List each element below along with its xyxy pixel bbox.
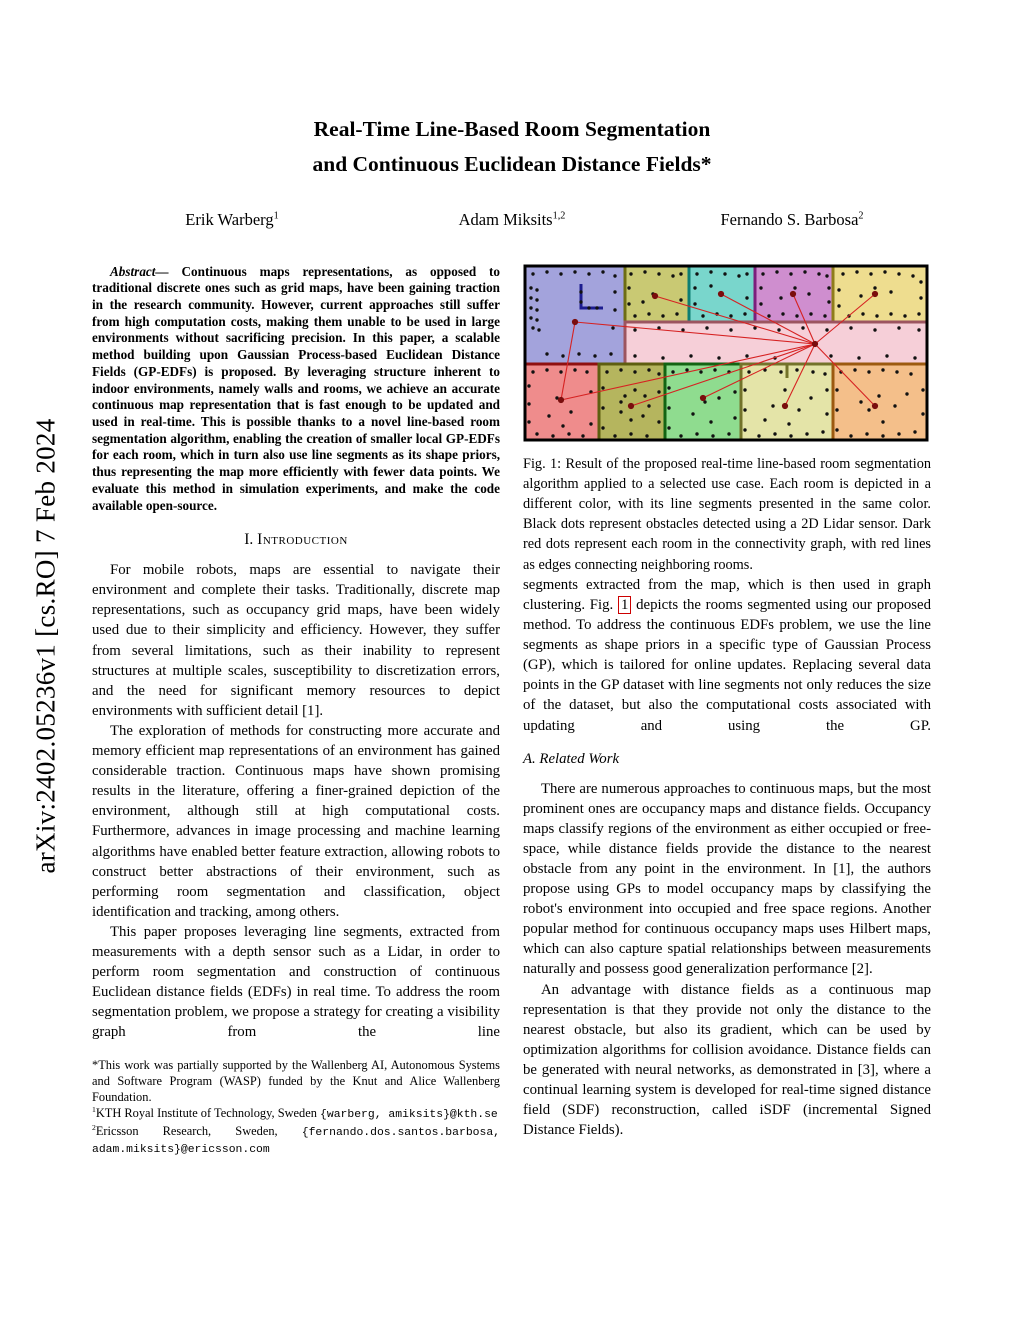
- obstacle-dot: [897, 326, 900, 329]
- obstacle-dot: [605, 370, 608, 373]
- room-node: [718, 291, 724, 297]
- obstacle-dot: [689, 354, 692, 357]
- obstacle-dot: [693, 286, 696, 289]
- obstacle-dot: [629, 418, 632, 421]
- footnote-affiliation-2: [92, 1124, 500, 1160]
- obstacle-dot: [587, 306, 590, 309]
- obstacle-dot: [643, 394, 646, 397]
- obstacle-dot: [837, 304, 840, 307]
- obstacle-dot: [561, 354, 564, 357]
- obstacle-dot: [853, 368, 856, 371]
- obstacle-dot: [611, 326, 614, 329]
- obstacle-dot: [777, 328, 780, 331]
- obstacle-dot: [559, 370, 562, 373]
- obstacle-dot: [883, 270, 886, 273]
- obstacle-dot: [661, 314, 664, 317]
- subsection-heading-related-work: A. Related Work: [523, 750, 620, 767]
- section-heading-introduction: [92, 531, 500, 549]
- footnote-thanks-text: This work was partially supported by the Wallenberg AI, Autonomous Systems and Software Program (WASP) funded by the Knut and Alice Wallenberg Foundation.: [92, 1058, 500, 1105]
- room-olive-bottom: [599, 364, 665, 440]
- obstacle-dot: [773, 432, 776, 435]
- obstacle-dot: [641, 414, 644, 417]
- author-2-name: Adam Miksits: [458, 209, 553, 229]
- obstacle-dot: [881, 368, 884, 371]
- obstacle-dot: [633, 314, 636, 317]
- obstacle-dot: [733, 416, 736, 419]
- obstacle-dot: [657, 420, 660, 423]
- room-node: [812, 341, 818, 347]
- room-node: [628, 403, 634, 409]
- obstacle-dot: [573, 368, 576, 371]
- obstacle-dot: [801, 326, 804, 329]
- obstacle-dot: [835, 388, 838, 391]
- obstacle-dot: [867, 370, 870, 373]
- footnote-2-text: Ericsson Research, Sweden,: [95, 1123, 302, 1138]
- obstacle-dot: [821, 430, 824, 433]
- obstacle-dot: [685, 368, 688, 371]
- body-paragraph-4: [523, 575, 931, 736]
- obstacle-dot: [859, 400, 862, 403]
- obstacle-dot: [709, 284, 712, 287]
- obstacle-dot: [745, 296, 748, 299]
- obstacle-dot: [679, 298, 682, 301]
- obstacle-dot: [609, 352, 612, 355]
- room-node: [700, 395, 706, 401]
- obstacle-dot: [529, 296, 532, 299]
- obstacle-dot: [535, 308, 538, 311]
- obstacle-dot: [529, 306, 532, 309]
- obstacle-dot: [781, 312, 784, 315]
- obstacle-dot: [531, 370, 534, 373]
- obstacle-dot: [613, 274, 616, 277]
- obstacle-dot: [763, 418, 766, 421]
- obstacle-dot: [921, 412, 924, 415]
- obstacle-dot: [743, 428, 746, 431]
- abstract-paragraph: [92, 264, 500, 515]
- obstacle-dot: [809, 312, 812, 315]
- footnote-thanks: [92, 1058, 500, 1105]
- footnote-thanks-marker: *: [92, 1058, 99, 1073]
- room-node: [790, 291, 796, 297]
- obstacle-dot: [709, 420, 712, 423]
- obstacle-dot: [743, 312, 746, 315]
- obstacle-dot: [919, 280, 922, 283]
- obstacle-dot: [705, 326, 708, 329]
- floorplan-svg: [523, 264, 931, 444]
- obstacle-dot: [633, 370, 636, 373]
- obstacle-dot: [613, 290, 616, 293]
- obstacle-dot: [691, 412, 694, 415]
- author-3: [652, 210, 932, 230]
- obstacle-dot: [589, 422, 592, 425]
- obstacle-dot: [729, 328, 732, 331]
- related-work-paragraph-1: There are numerous approaches to continuous maps, but the most prominent ones are occupancy maps and distance fields. Occupancy maps classify regions of the environment as either occupied or free-space, while distance fields provide the distance to the nearest obstacle from any point in the environment. In [1], the authors propose using GPs to model occupancy maps by classifying the robot's environment into occupied and free space regions. Another popular method for continuous occupancy maps uses Hilbert maps, which can also capture spatial relationships between measurements naturally and possess good generalization performance [2].: [523, 780, 931, 978]
- figure-1-caption: [523, 454, 931, 575]
- paper-title: [92, 112, 932, 182]
- obstacle-dot: [767, 314, 770, 317]
- obstacle-dot: [595, 306, 598, 309]
- obstacle-dot: [795, 368, 798, 371]
- obstacle-dot: [527, 384, 530, 387]
- footnote-1-sup: 1: [92, 1104, 96, 1114]
- obstacle-dot: [911, 274, 914, 277]
- obstacle-dot: [809, 396, 812, 399]
- section-title: Introduction: [257, 531, 348, 549]
- obstacle-dot: [657, 272, 660, 275]
- obstacle-dot: [647, 368, 650, 371]
- obstacle-dot: [825, 412, 828, 415]
- obstacle-dot: [527, 420, 530, 423]
- obstacle-dot: [569, 410, 572, 413]
- obstacle-dot: [551, 434, 554, 437]
- obstacle-dot: [613, 434, 616, 437]
- title-line-2: and Continuous Euclidean Distance Fields*: [312, 151, 712, 176]
- footnote-1-text: KTH Royal Institute of Technology, Sweden: [95, 1105, 321, 1120]
- obstacle-dot: [619, 400, 622, 403]
- obstacle-dot: [623, 394, 626, 397]
- obstacle-dot: [849, 326, 852, 329]
- obstacle-dot: [619, 368, 622, 371]
- paper-content: [92, 112, 932, 1159]
- obstacle-dot: [671, 370, 674, 373]
- obstacle-dot: [893, 404, 896, 407]
- footnote-affiliation-1: [92, 1106, 500, 1124]
- obstacle-dot: [573, 270, 576, 273]
- obstacle-dot: [633, 354, 636, 357]
- obstacle-dot: [917, 328, 920, 331]
- obstacle-dot: [823, 314, 826, 317]
- p4-text-after: depicts the rooms segmented using our proposed method. To address the continuous EDFs problem, we use the line segments as shape priors in a specific type of Gaussian Process (GP), which is tailored for online updates. Replacing several data points in the GP dataset with line segments not only reduces the size of the dataset, but also the computational costs associated with updating and using the GP.: [523, 596, 931, 734]
- obstacle-dot: [811, 370, 814, 373]
- obstacle-dot: [537, 328, 540, 331]
- obstacle-dot: [921, 388, 924, 391]
- obstacle-dot: [837, 288, 840, 291]
- obstacle-dot: [641, 300, 644, 303]
- p4-text-before: segments extracted from the map, which is then used in graph clustering. Fig.: [523, 576, 931, 613]
- obstacle-dot: [601, 270, 604, 273]
- obstacle-dot: [587, 272, 590, 275]
- obstacle-dot: [793, 286, 796, 289]
- obstacle-dot: [531, 326, 534, 329]
- footnote-2-sup: 2: [92, 1122, 96, 1132]
- obstacle-dot: [633, 328, 636, 331]
- author-2: [372, 210, 652, 230]
- obstacle-dot: [787, 422, 790, 425]
- author-1: [92, 210, 372, 230]
- obstacle-dot: [657, 372, 660, 375]
- figure-caption-text: Result of the proposed real-time line-based room segmentation algorithm applied to a selected use case. Each room is depicted in a different color, with its line segments presented in the same color. Black dots represent obstacles detected using a 2D Lidar sensor. Dark red dots represent each room in the connectivity graph, with red lines as edges connecting neighboring rooms.: [523, 455, 932, 573]
- obstacle-dot: [733, 390, 736, 393]
- obstacle-dot: [601, 406, 604, 409]
- figure-1: [523, 264, 931, 575]
- obstacle-dot: [531, 272, 534, 275]
- obstacle-dot: [699, 370, 702, 373]
- obstacle-dot: [693, 302, 696, 305]
- obstacle-dot: [679, 434, 682, 437]
- obstacle-dot: [823, 372, 826, 375]
- obstacle-dot: [889, 312, 892, 315]
- obstacle-dot: [761, 272, 764, 275]
- obstacle-dot: [717, 396, 720, 399]
- obstacle-dot: [881, 420, 884, 423]
- obstacle-dot: [545, 368, 548, 371]
- obstacle-dot: [647, 312, 650, 315]
- room-orange: [833, 364, 927, 440]
- obstacle-dot: [873, 328, 876, 331]
- right-column: [523, 264, 931, 1160]
- obstacle-dot: [585, 370, 588, 373]
- obstacle-dot: [547, 414, 550, 417]
- intro-paragraph-3: This paper proposes leveraging line segments, extracted from measurements with a depth sensor such as a Lidar, in order to perform room segmentation and construction of continuous Euclidean distance fields (EDFs) in real time. To address the room segmentation problem, we propose a strategy for creating a visibility graph from the line: [92, 923, 500, 1041]
- author-3-name: Fernando S. Barbosa: [720, 209, 859, 229]
- obstacle-dot: [561, 424, 564, 427]
- obstacle-dot: [661, 356, 664, 359]
- obstacle-dot: [827, 300, 830, 303]
- obstacle-dot: [527, 402, 530, 405]
- obstacle-dot: [675, 312, 678, 315]
- obstacle-dot: [849, 434, 852, 437]
- obstacle-dot: [671, 274, 674, 277]
- obstacle-dot: [803, 270, 806, 273]
- author-1-name: Erik Warberg: [185, 209, 274, 229]
- obstacle-dot: [783, 388, 786, 391]
- obstacle-dot: [535, 288, 538, 291]
- obstacle-dot: [695, 432, 698, 435]
- obstacle-dot: [789, 434, 792, 437]
- obstacle-dot: [711, 434, 714, 437]
- obstacle-dot: [805, 432, 808, 435]
- obstacle-dot: [865, 432, 868, 435]
- author-1-affiliation-sup: 1: [273, 210, 279, 222]
- obstacle-dot: [679, 272, 682, 275]
- obstacle-dot: [873, 286, 876, 289]
- title-line-1: Real-Time Line-Based Room Segmentation: [313, 117, 711, 141]
- obstacle-dot: [825, 388, 828, 391]
- obstacle-dot: [601, 426, 604, 429]
- obstacle-dot: [913, 430, 916, 433]
- left-column: [92, 264, 500, 1160]
- obstacle-dot: [897, 432, 900, 435]
- room-blue: [525, 266, 625, 364]
- obstacle-dot: [917, 312, 920, 315]
- obstacle-dot: [877, 394, 880, 397]
- footnote-1-email: {warberg, amiksits}@kth.se: [320, 1108, 498, 1121]
- obstacle-dot: [727, 432, 730, 435]
- room-node: [558, 397, 564, 403]
- obstacle-dot: [737, 274, 740, 277]
- obstacle-dot: [729, 314, 732, 317]
- obstacle-dot: [601, 386, 604, 389]
- room-node: [872, 403, 878, 409]
- figure-reference-link[interactable]: 1: [618, 596, 631, 614]
- obstacle-dot: [817, 272, 820, 275]
- obstacle-dot: [643, 270, 646, 273]
- obstacle-dot: [857, 356, 860, 359]
- obstacle-dot: [577, 352, 580, 355]
- obstacle-dot: [559, 272, 562, 275]
- obstacle-dot: [775, 270, 778, 273]
- obstacle-dot: [835, 408, 838, 411]
- obstacle-dot: [897, 272, 900, 275]
- obstacle-dot: [861, 312, 864, 315]
- obstacle-dot: [841, 272, 844, 275]
- obstacle-dot: [827, 286, 830, 289]
- room-node: [652, 293, 658, 299]
- obstacle-dot: [579, 300, 582, 303]
- obstacle-dot: [645, 434, 648, 437]
- obstacle-dot: [875, 314, 878, 317]
- two-column-body: [92, 264, 932, 1160]
- obstacle-dot: [789, 272, 792, 275]
- room-node: [782, 403, 788, 409]
- footnotes-block: [92, 1058, 500, 1159]
- author-2-affiliation-sup: 1,2: [552, 210, 566, 222]
- obstacle-dot: [747, 370, 750, 373]
- room-green: [665, 364, 741, 440]
- obstacle-dot: [909, 372, 912, 375]
- obstacle-dot: [869, 272, 872, 275]
- obstacle-dot: [593, 354, 596, 357]
- obstacle-dot: [859, 294, 862, 297]
- obstacle-dot: [825, 274, 828, 277]
- obstacle-dot: [759, 286, 762, 289]
- obstacle-dot: [867, 408, 870, 411]
- obstacle-dot: [613, 308, 616, 311]
- section-number: I.: [244, 531, 254, 549]
- obstacle-dot: [913, 356, 916, 359]
- obstacle-dot: [895, 370, 898, 373]
- obstacle-dot: [535, 432, 538, 435]
- obstacle-dot: [667, 386, 670, 389]
- obstacle-dot: [581, 434, 584, 437]
- obstacle-dot: [713, 368, 716, 371]
- obstacle-dot: [535, 298, 538, 301]
- obstacle-dot: [889, 290, 892, 293]
- obstacle-dot: [759, 302, 762, 305]
- obstacle-dot: [881, 434, 884, 437]
- intro-paragraph-1: For mobile robots, maps are essential to navigate their environment and complete their tasks. Traditionally, discrete map representations, such as occupancy grid maps, have been widely used due to their simplicity and efficiency. However, they suffer from several limitations, such as their inability to represent structures at multiple scales, susceptibility to discretization errors, and the need for significant memory resources to depict environments with sufficient detail [1].: [92, 562, 500, 719]
- obstacle-dot: [579, 290, 582, 293]
- obstacle-dot: [795, 314, 798, 317]
- obstacle-dot: [779, 370, 782, 373]
- obstacle-dot: [695, 272, 698, 275]
- obstacle-dot: [681, 328, 684, 331]
- arxiv-stamp: arXiv:2402.05236v1 [cs.RO] 7 Feb 2024: [30, 418, 61, 874]
- obstacle-dot: [885, 354, 888, 357]
- obstacle-dot: [905, 392, 908, 395]
- obstacle-dot: [743, 388, 746, 391]
- obstacle-dot: [627, 286, 630, 289]
- footnote-2-email: {fernando.dos.santos.barbosa, adam.miksits}@ericsson.com: [92, 1126, 500, 1157]
- obstacle-dot: [825, 328, 828, 331]
- obstacle-dot: [657, 390, 660, 393]
- obstacle-dot: [667, 406, 670, 409]
- obstacle-dot: [717, 356, 720, 359]
- abstract-text: Continuous maps representations, as opposed to traditional discrete ones such as grid maps, have been gaining traction in the research community. However, current approaches still suffer from high computation costs, making them unable to be used in large environments without sacrificing precision. In this paper, a scalable method building upon Gaussian Process-based Euclidean Distance Fields (GP-EDFs) is proposed. By leveraging structure inherent to indoor environments, namely walls and rooms, we achieve an accurate continuous map representation that is fast enough to be updated and used in real-time. This is possible thanks to a novel line-based room segmentation algorithm, enabling the creation of smaller local GP-EDFs for each room, which in turn also use line segments as its shape priors, thus representing the map more efficiently with fewer data points. We evaluate this method in simulation experiments, and make the code available open-source.: [92, 263, 501, 513]
- obstacle-dot: [779, 296, 782, 299]
- obstacle-dot: [757, 434, 760, 437]
- obstacle-dot: [743, 408, 746, 411]
- obstacle-dot: [745, 354, 748, 357]
- obstacle-dot: [545, 352, 548, 355]
- obstacle-dot: [835, 428, 838, 431]
- obstacle-dot: [919, 296, 922, 299]
- obstacle-dot: [701, 314, 704, 317]
- obstacle-dot: [629, 432, 632, 435]
- obstacle-dot: [529, 286, 532, 289]
- room-node: [572, 319, 578, 325]
- obstacle-dot: [535, 318, 538, 321]
- obstacle-dot: [829, 354, 832, 357]
- obstacle-dot: [807, 292, 810, 295]
- obstacle-dot: [903, 314, 906, 317]
- obstacle-dot: [647, 404, 650, 407]
- abstract-label: Abstract—: [110, 263, 182, 279]
- obstacle-dot: [545, 270, 548, 273]
- obstacle-dot: [629, 272, 632, 275]
- related-work-paragraph-2: An advantage with distance fields as a continuous map representation is that they provide not only the distance to the nearest obstacle, but also its gradient, which can be used by optimization algorithms for collision avoidance. Distance fields can be generated with neural networks, as demonstrated in [3], where a continual learning system is developed for real-time signed distance field (SDF) reconstruction, called iSDF (incremental Signed Distance Fields).: [523, 981, 931, 1139]
- obstacle-dot: [745, 272, 748, 275]
- room-node: [872, 291, 878, 297]
- obstacle-dot: [633, 388, 636, 391]
- obstacle-dot: [797, 408, 800, 411]
- intro-paragraph-2: The exploration of methods for constructing more accurate and memory efficient map representations of an environment has gained considerable traction. Continuous maps have shown promising results in the literature, offering a finer-grained depiction of the environment, although still at high computational costs. Furthermore, advances in image processing and machine learning algorithms have enabled better feature extraction, allowing robots to construct better abstractions of their environment, such as performing room segmentation and classification, object identification and tracking, among others.: [92, 722, 500, 920]
- obstacle-dot: [627, 302, 630, 305]
- obstacle-dot: [771, 404, 774, 407]
- obstacle-dot: [855, 270, 858, 273]
- obstacle-dot: [619, 410, 622, 413]
- obstacle-dot: [567, 432, 570, 435]
- obstacle-dot: [709, 270, 712, 273]
- author-3-affiliation-sup: 2: [858, 210, 864, 222]
- obstacle-dot: [529, 316, 532, 319]
- figure-caption-label: Fig. 1:: [523, 455, 562, 472]
- obstacle-dot: [723, 272, 726, 275]
- authors-row: [92, 210, 932, 230]
- obstacle-dot: [667, 426, 670, 429]
